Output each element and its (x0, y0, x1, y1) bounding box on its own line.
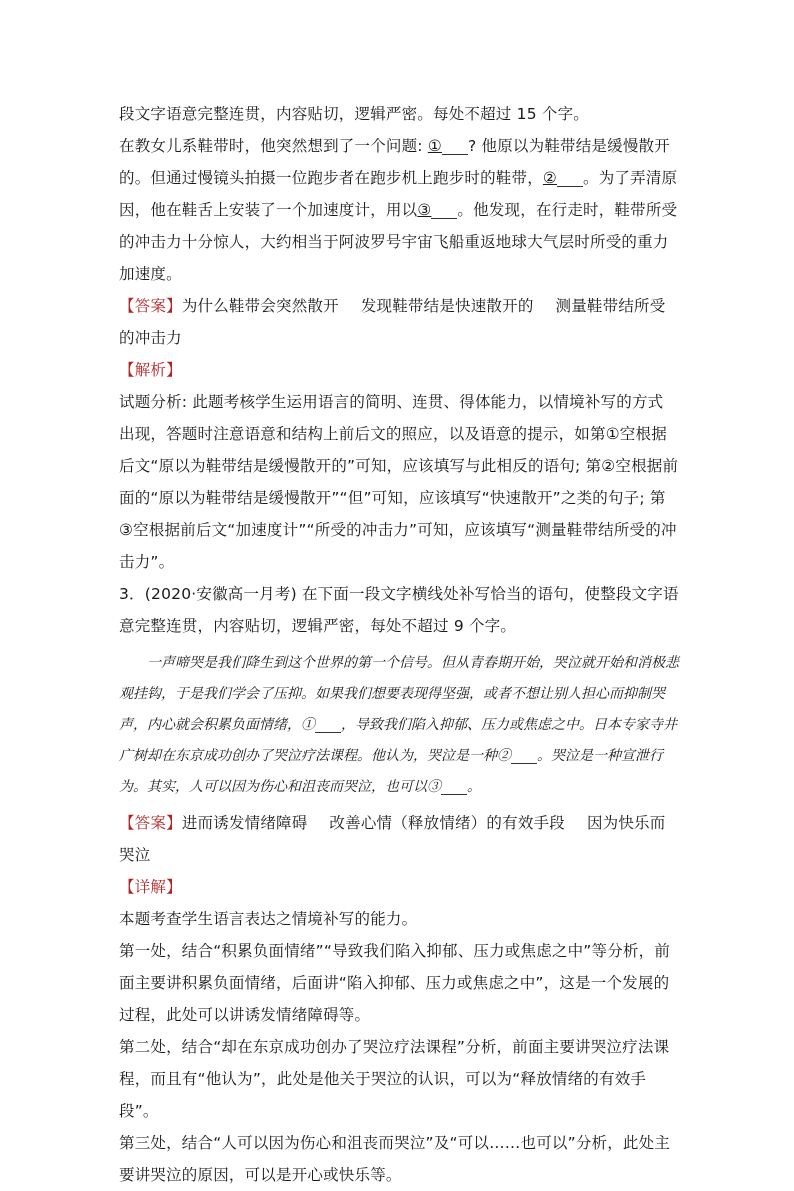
answer-item: 为什么鞋带会突然散开 (181, 297, 339, 315)
passage-text: 。为了弄清原因，他在鞋舌上安装了一个加速度计，用以 (119, 169, 678, 219)
question-3: 3．(2020·安徽高一月考) 在下面一段文字横线处补写恰当的语句，使整段文字语意完整连贯，内容贴切，逻辑严密，每处不超过 9 个字。 (119, 585, 679, 635)
answer-tag: 【答案】 (119, 814, 182, 832)
detail-tag: 【详解】 (119, 878, 182, 896)
answer-1 (119, 290, 679, 354)
detail-item-2: 第二处，结合“却在东京成功创办了哭泣疗法课程”分析，前面主要讲哭泣疗法课程，而且有“他认为”，此处是他关于哭泣的认识，可以为“释放情绪的有效手段”。 (119, 1038, 670, 1120)
blank-1: ① (301, 717, 341, 733)
blank-1: ① (428, 137, 468, 155)
question-3-passage (119, 648, 679, 803)
answer-item: 测量鞋带结所受的冲击力 (119, 297, 666, 347)
blank-3: ③ (427, 779, 467, 795)
blank-2: ② (543, 169, 583, 187)
answer-item: 发现鞋带结是快速散开的 (360, 297, 534, 315)
detail-intro: 本题考查学生语言表达之情境补写的能力。 (119, 910, 418, 928)
passage-text: 在教女儿系鞋带时，他突然想到了一个问题: (119, 137, 428, 155)
passage-text: 一声啼哭是我们降生到这个世界的第一个信号。但从青春期开始，哭泣就开始和消极悲观挂钩，于是我们学会了压抑。如果我们想要表现得坚强，或者不想让别人担心而抑制哭声，内心就会积累负面情绪， (119, 655, 679, 733)
detail-item-1: 第一处，结合“积累负面情绪”“导致我们陷入抑郁、压力或焦虑之中”等分析，前面主要讲积累负面情绪，后面讲“陷入抑郁、压力或焦虑之中”，这是一个发展的过程，此处可以讲诱发情绪障碍等。 (119, 942, 671, 1024)
blank-3: ③ (417, 201, 457, 219)
answer-item: 因为快乐而哭泣 (119, 814, 666, 864)
answer-item: 进而诱发情绪障碍 (181, 814, 308, 832)
analysis-text: 试题分析: 此题考核学生运用语言的简明、连贯、得体能力，以情境补写的方式出现，答题时注意语意和结构上前后文的照应，以及语意的提示，如第①空根据后文“原以为鞋带结是缓慢散开的”可知，应该填写与此相反的语句; 第②空根据前面的“原以为鞋带结是缓慢散开”“但”可知，应该填写“快速散开”之类的句子; 第③空根据前后文“加速度计”“所受的冲击力”可知，应该填写“测量鞋带结所受的冲击力”。 (119, 393, 679, 571)
passage-text: 。哭泣是一种宣泄行为。其实，人可以因为伤心和沮丧而哭泣，也可以 (119, 748, 663, 795)
question-passage-1 (119, 130, 679, 290)
blank-2: ② (497, 748, 537, 764)
question-continuation: 段文字语意完整连贯，内容贴切，逻辑严密。每处不超过 15 个字。 (119, 105, 589, 123)
passage-text: ，导致我们陷入抑郁、压力或焦虑之中。日本专家寺井广树却在东京成功创办了哭泣疗法课程。他认为，哭泣是一种 (119, 717, 677, 764)
detail-item-3: 第三处，结合“人可以因为伤心和沮丧而哭泣”及“可以……也可以”分析，此处主要讲哭泣的原因，可以是开心或快乐等。 (119, 1134, 671, 1184)
analysis-tag: 【解析】 (119, 361, 182, 379)
passage-text: 。他发现，在行走时，鞋带所受的冲击力十分惊人，大约相当于阿波罗号宇宙飞船重返地球大气层时所受的重力加速度。 (119, 201, 678, 283)
document-page (119, 98, 679, 1191)
answer-3 (119, 807, 679, 871)
passage-text: 。 (467, 779, 481, 795)
passage-text: ? 他原以为鞋带结是缓慢散开的。但通过慢镜头拍摄一位跑步者在跑步机上跑步时的鞋带， (119, 137, 670, 187)
answer-item: 改善心情（释放情绪）的有效手段 (329, 814, 565, 832)
answer-tag: 【答案】 (119, 297, 182, 315)
